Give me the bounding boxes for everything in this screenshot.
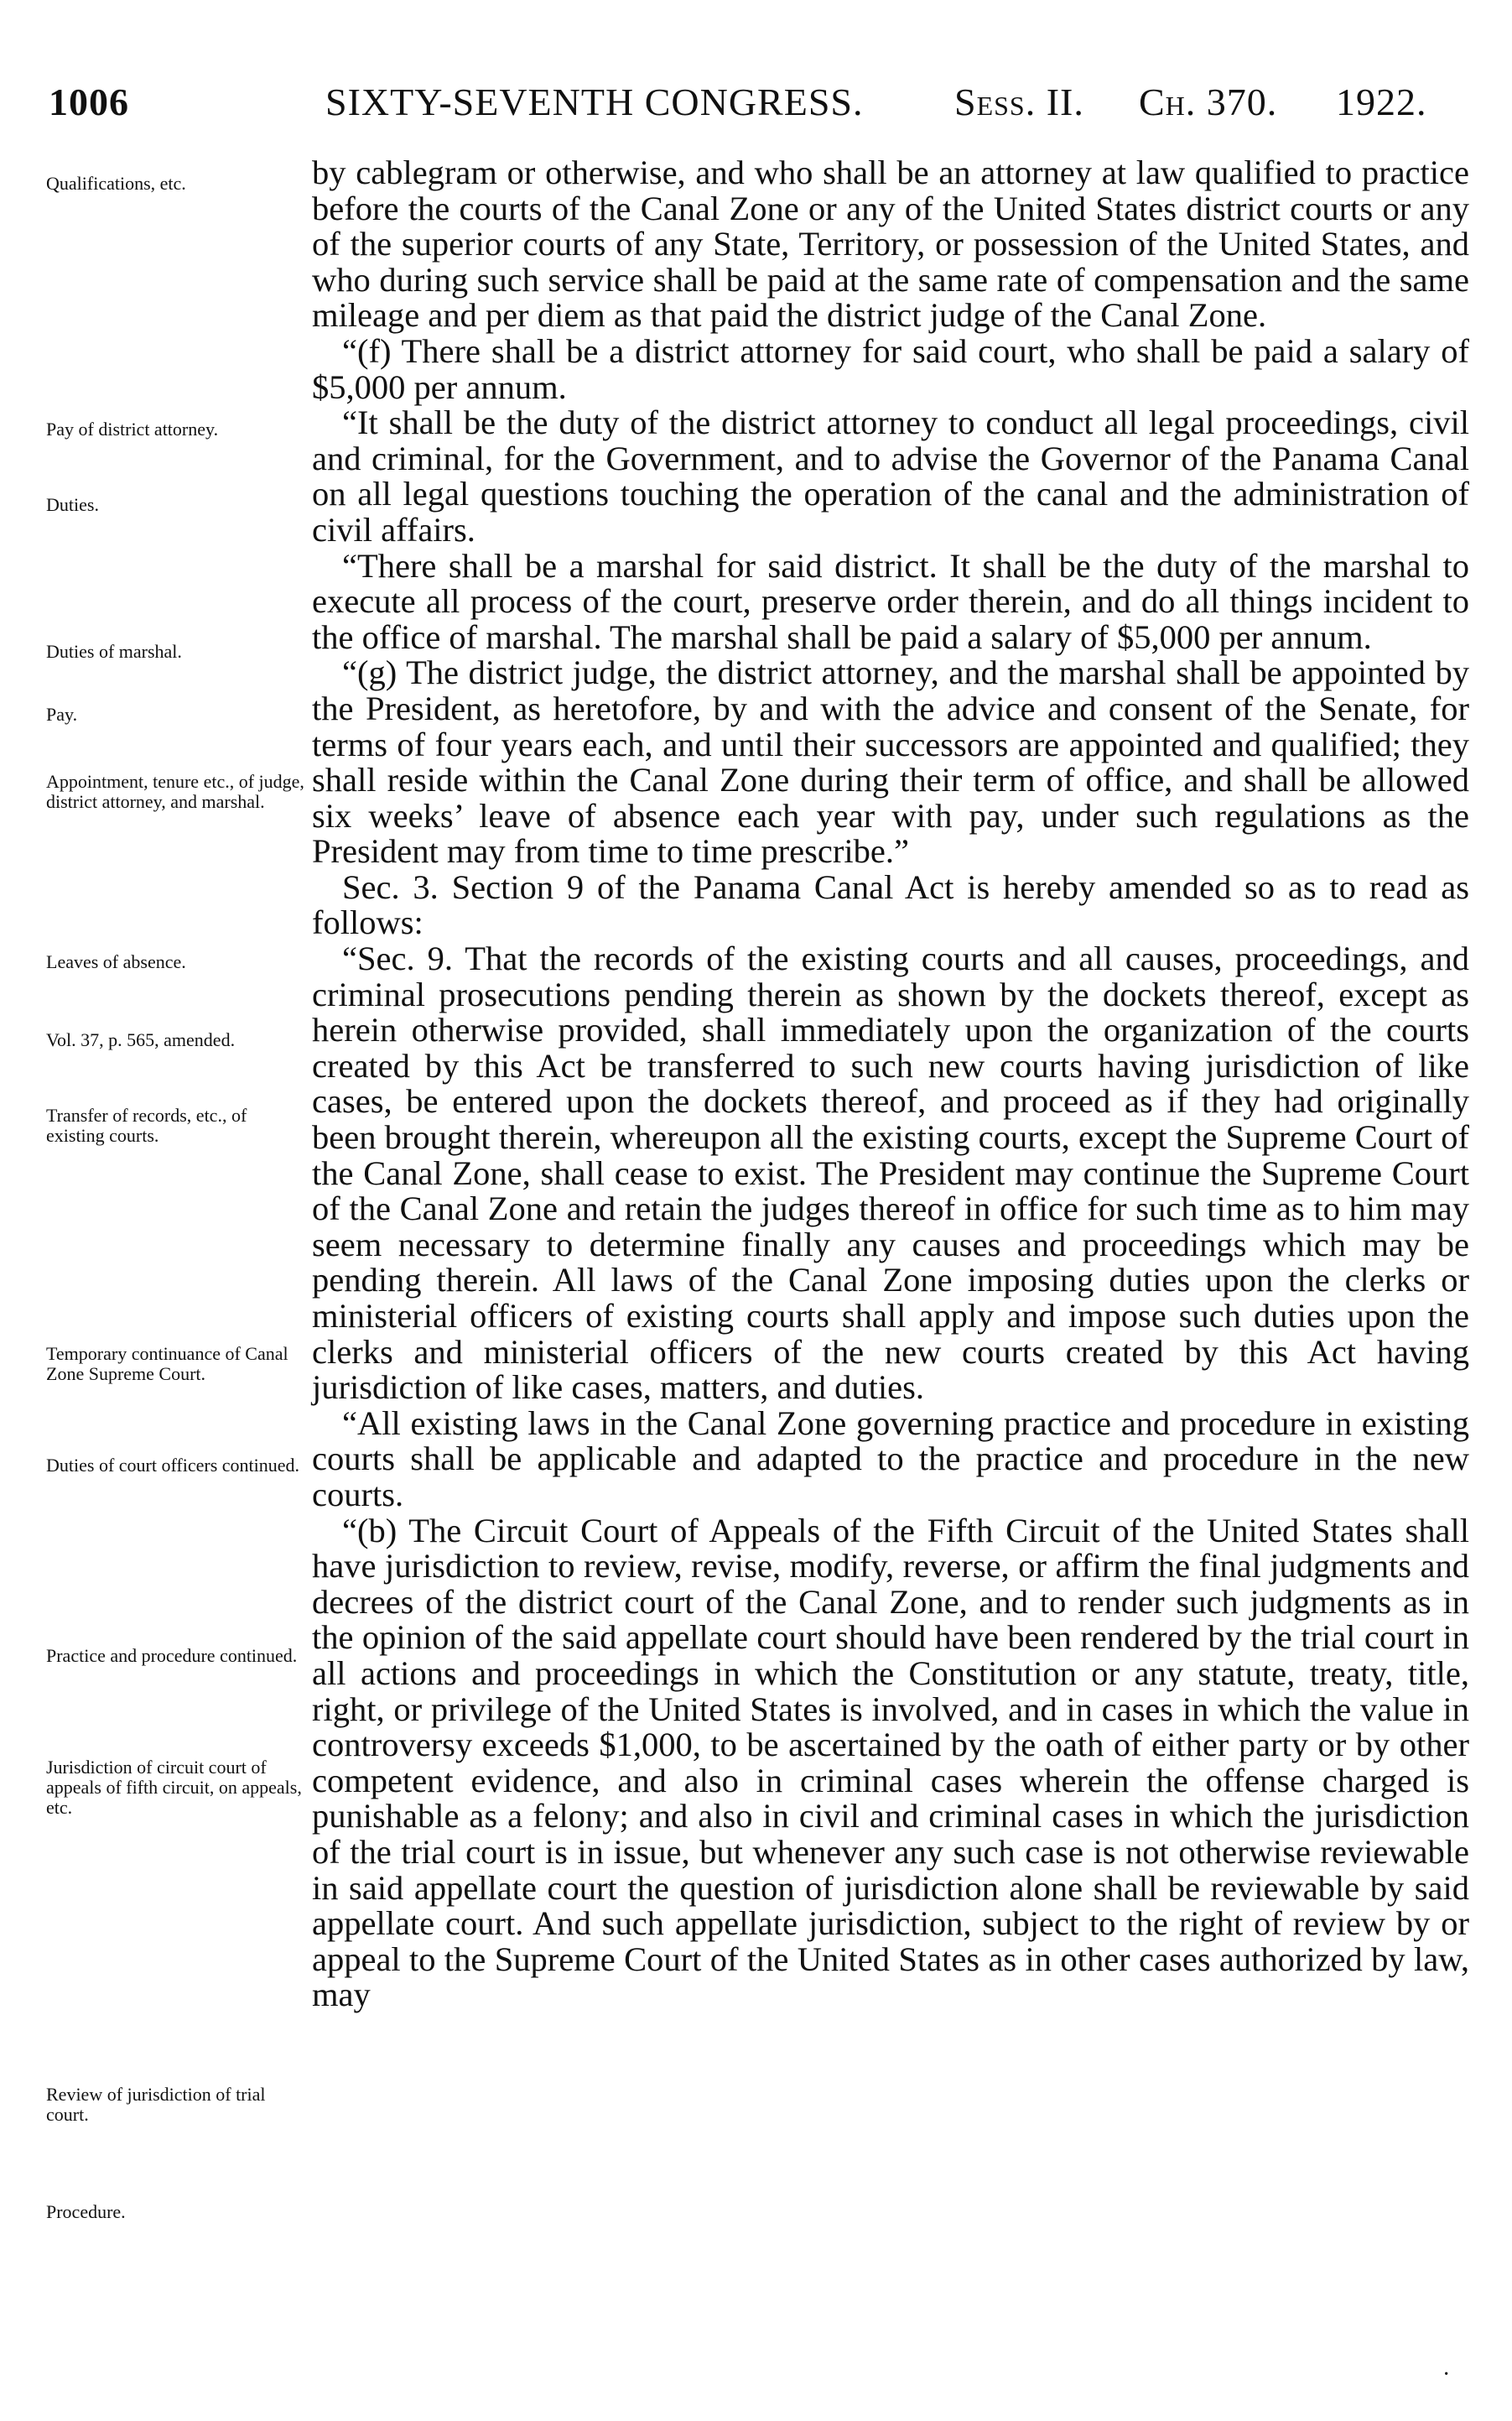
chapter-label: Ch. 370. <box>1139 81 1278 123</box>
margin-note-appointment: Appointment, tenure etc., of judge, district attorney, and marshal. <box>46 771 304 812</box>
paragraph: “(f) There shall be a district attorney for said court, who shall be paid a salary of $5,000 per annum. <box>312 331 1469 406</box>
margin-note-temporary: Temporary continuance of Canal Zone Supreme Court. <box>46 1343 288 1384</box>
margin-note-vol37: Vol. 37, p. 565, amended. <box>46 1029 236 1050</box>
page-number: 1006 <box>49 81 129 123</box>
paragraph: by cablegram or otherwise, and who shall be an attorney at law qualified to practice before the courts of the Canal Zone or any of the United States district courts or any of the superior courts of any State, Territory, or possession of the United States, and who during such service shall be paid at the same rate of compensation and the same mileage and per diem as that paid the district judge of the Canal Zone. <box>312 154 1469 335</box>
margin-note-pay-district-attorney: Pay of district attorney. <box>46 419 219 440</box>
paragraph: “There shall be a marshal for said district. It shall be the duty of the marshal to execute all process of the court, preserve order therein, and do all things incident to the office of marshal. The marshal shall be paid a salary of $5,000 per annum. <box>312 546 1469 656</box>
margin-note-court-officers: Duties of court officers continued. <box>46 1455 300 1476</box>
margin-note-transfer: Transfer of records, etc., of existing courts. <box>46 1105 247 1146</box>
margin-note-duties: Duties. <box>46 494 99 515</box>
margin-note-review: Review of jurisdiction of trial court. <box>46 2084 266 2125</box>
margin-note-jurisdiction: Jurisdiction of circuit court of appeals of fifth circuit, on appeals, etc. <box>46 1757 302 1818</box>
paragraph: “All existing laws in the Canal Zone governing practice and procedure in existing courts shall be applicable and adapted to the practice and procedure in the new courts. <box>312 1403 1469 1513</box>
page-mark: · <box>1442 2361 1451 2387</box>
margin-note-practice: Practice and procedure continued. <box>46 1645 298 1666</box>
paragraph-sec-9: “Sec. 9. That the records of the existing courts and all causes, proceedings, and criminal prosecutions pending therein as shown by the dockets thereof, except as herein otherwise provided, shall immediately upon the organization of the courts created by this Act be transferred to such new courts having jurisdiction of like cases, be entered upon the dockets thereof, and proceed as if they had originally been brought therein, whereupon all the existing courts, except the Supreme Court of the Canal Zone, shall cease to exist. The President may continue the Supreme Court of the Canal Zone and retain the judges thereof in office for such time as to him may seem necessary to determine finally any causes and proceedings which may be pending therein. All laws of the Canal Zone imposing duties upon the clerks or ministerial officers of existing courts shall apply and impose such duties upon the clerks and ministerial officers of the new courts created by this Act having jurisdiction of like cases, matters, and duties. <box>312 940 1469 1407</box>
paragraph: “(g) The district judge, the district attorney, and the marshal shall be appointed by the President, as heretofore, by and with the advice and consent of the Senate, for terms of four years each, and until their successors are appointed and qualified; they shall reside within the Canal Zone during their term of office, and shall be allowed six weeks’ leave of absence each year with pay, under such regulations as the President may from time to time prescribe.” <box>312 653 1469 871</box>
year-label: 1922. <box>1336 81 1427 123</box>
margin-note-qualifications: Qualifications, etc. <box>46 173 186 194</box>
margin-note-duties-marshal: Duties of marshal. <box>46 641 182 662</box>
margin-note-procedure: Procedure. <box>46 2201 126 2222</box>
margin-note-leaves: Leaves of absence. <box>46 951 186 972</box>
paragraph: “(b) The Circuit Court of Appeals of the Fifth Circuit of the United States shall have jurisdiction to review, revise, modify, reverse, or affirm the final judgments and decrees of the district court of the Canal Zone, and to render such judgments as in the opinion of the said appellate court should have been rendered by the trial court in all actions and proceedings in which the Constitution or any statute, treaty, title, right, or privilege of the United States is involved, and in cases in which the value in controversy exceeds $1,000, to be ascertained by the oath of either party or by other competent evidence, and also in criminal cases wherein the offense charged is punishable as a felony; and also in civil and criminal cases in which the jurisdiction of the trial court is in issue, but whenever any such case is not otherwise reviewable in said appellate court the question of jurisdiction alone shall be reviewable by said appellate court. And such appellate jurisdiction, subject to the right of review by or appeal to the Supreme Court of the United States as in other cases authorized by law, may <box>312 1511 1469 2014</box>
margin-note-pay: Pay. <box>46 704 78 725</box>
paragraph-sec-3: Sec. 3. Section 9 of the Panama Canal Act is hereby amended so as to read as follows: <box>312 867 1469 942</box>
session-label: Sess. II. <box>954 81 1084 123</box>
statute-text <box>312 155 1469 2013</box>
congress-title: SIXTY-SEVENTH CONGRESS. <box>325 81 864 123</box>
paragraph: “It shall be the duty of the district attorney to conduct all legal proceedings, civil and criminal, for the Government, and to advise the Governor of the Panama Canal on all legal questions touching the operation of the canal and the administration of civil affairs. <box>312 404 1469 549</box>
margin-notes <box>46 0 306 2421</box>
